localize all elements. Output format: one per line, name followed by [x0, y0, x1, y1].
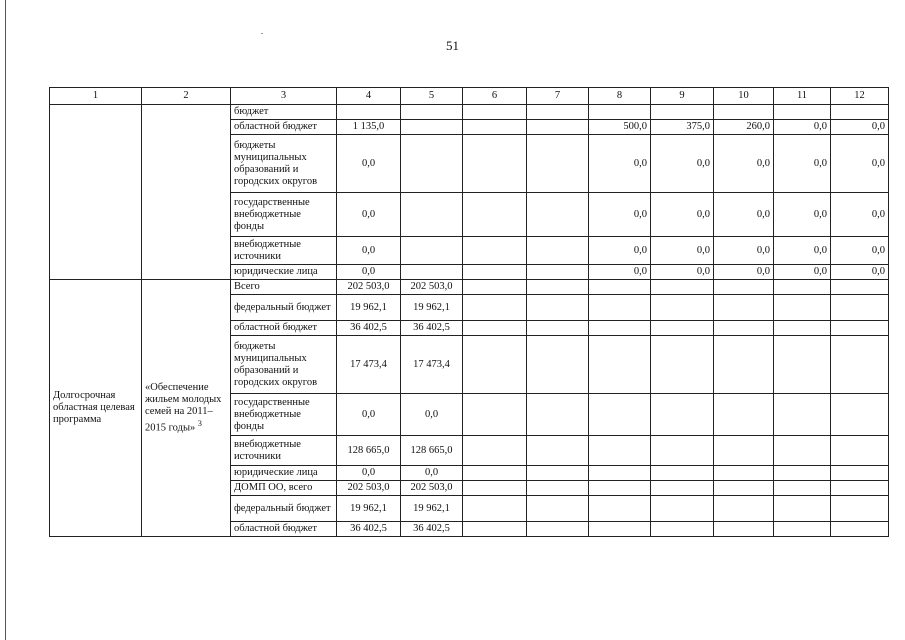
value-cell: [714, 481, 774, 496]
value-cell: [714, 280, 774, 295]
value-cell: [463, 522, 527, 537]
value-cell: [714, 105, 774, 120]
value-cell: [527, 295, 589, 321]
value-cell: [831, 280, 889, 295]
program-name-text: «Обеспечение жильем молодых семей на 2011–2015 годы»: [145, 381, 222, 434]
value-cell: [401, 120, 463, 135]
value-cell: [831, 496, 889, 522]
value-cell: 0,0: [831, 265, 889, 280]
value-cell: 19 962,1: [401, 295, 463, 321]
value-cell: [651, 522, 714, 537]
value-cell: [463, 436, 527, 466]
budget-table: [49, 87, 889, 537]
value-cell: 36 402,5: [337, 321, 401, 336]
value-cell: [831, 105, 889, 120]
value-cell: [463, 394, 527, 436]
column-header: 3: [231, 88, 337, 105]
value-cell: [463, 466, 527, 481]
value-cell: [527, 265, 589, 280]
value-cell: [651, 496, 714, 522]
value-cell: [589, 436, 651, 466]
value-cell: 0,0: [337, 466, 401, 481]
value-cell: [651, 466, 714, 481]
value-cell: [401, 265, 463, 280]
footnote-marker: 3: [197, 418, 202, 428]
value-cell: [401, 193, 463, 237]
column-header: 6: [463, 88, 527, 105]
value-cell: [714, 496, 774, 522]
value-cell: [463, 280, 527, 295]
value-cell: [831, 394, 889, 436]
value-cell: [589, 522, 651, 537]
value-cell: [714, 466, 774, 481]
value-cell: 0,0: [651, 193, 714, 237]
value-cell: [774, 336, 831, 394]
value-cell: 0,0: [337, 135, 401, 193]
value-cell: [714, 321, 774, 336]
value-cell: [774, 394, 831, 436]
value-cell: 202 503,0: [401, 280, 463, 295]
value-cell: [527, 466, 589, 481]
value-cell: [589, 394, 651, 436]
value-cell: [589, 280, 651, 295]
value-cell: [589, 481, 651, 496]
value-cell: 0,0: [714, 193, 774, 237]
value-cell: [714, 394, 774, 436]
value-cell: [401, 237, 463, 265]
funding-source-cell: областной бюджет: [231, 120, 337, 135]
column-header: 2: [142, 88, 231, 105]
value-cell: [337, 105, 401, 120]
value-cell: 0,0: [651, 237, 714, 265]
funding-source-cell: федеральный бюджет: [231, 295, 337, 321]
value-cell: [527, 135, 589, 193]
value-cell: 0,0: [337, 394, 401, 436]
value-cell: [831, 522, 889, 537]
value-cell: [651, 436, 714, 466]
value-cell: [527, 193, 589, 237]
value-cell: 0,0: [651, 265, 714, 280]
funding-source-cell: бюджет: [231, 105, 337, 120]
page-left-edge: [5, 0, 6, 640]
value-cell: 260,0: [714, 120, 774, 135]
column-header: 7: [527, 88, 589, 105]
value-cell: [527, 436, 589, 466]
value-cell: 0,0: [774, 193, 831, 237]
value-cell: [527, 280, 589, 295]
value-cell: [527, 496, 589, 522]
value-cell: 0,0: [589, 193, 651, 237]
value-cell: 0,0: [337, 237, 401, 265]
value-cell: [589, 321, 651, 336]
value-cell: [831, 336, 889, 394]
value-cell: [714, 522, 774, 537]
value-cell: [774, 522, 831, 537]
value-cell: [714, 436, 774, 466]
value-cell: [527, 120, 589, 135]
value-cell: [527, 394, 589, 436]
value-cell: [527, 105, 589, 120]
value-cell: [774, 105, 831, 120]
value-cell: [463, 336, 527, 394]
value-cell: 0,0: [589, 265, 651, 280]
value-cell: 128 665,0: [337, 436, 401, 466]
column-header: 9: [651, 88, 714, 105]
value-cell: 202 503,0: [337, 280, 401, 295]
value-cell: 0,0: [831, 193, 889, 237]
column-header: 10: [714, 88, 774, 105]
funding-source-cell: ДОМП ОО, всего: [231, 481, 337, 496]
value-cell: [527, 237, 589, 265]
funding-source-cell: внебюджетные источники: [231, 237, 337, 265]
value-cell: [831, 321, 889, 336]
scan-speck: [261, 33, 263, 34]
value-cell: [463, 120, 527, 135]
value-cell: [831, 436, 889, 466]
value-cell: 202 503,0: [337, 481, 401, 496]
value-cell: 36 402,5: [401, 522, 463, 537]
value-cell: [463, 105, 527, 120]
value-cell: 0,0: [401, 466, 463, 481]
funding-source-cell: бюджеты муниципальных образований и городских округов: [231, 336, 337, 394]
program-type-cell: Долгосрочная областная целевая программа: [50, 280, 142, 537]
value-cell: 0,0: [714, 237, 774, 265]
funding-source-cell: внебюджетные источники: [231, 436, 337, 466]
value-cell: [651, 321, 714, 336]
value-cell: [651, 105, 714, 120]
funding-source-cell: государственные внебюджетные фонды: [231, 193, 337, 237]
value-cell: 0,0: [774, 237, 831, 265]
value-cell: [527, 321, 589, 336]
funding-source-cell: областной бюджет: [231, 321, 337, 336]
value-cell: [774, 295, 831, 321]
table-row: [50, 280, 889, 295]
value-cell: [651, 394, 714, 436]
value-cell: [651, 481, 714, 496]
value-cell: 0,0: [714, 135, 774, 193]
value-cell: [401, 105, 463, 120]
value-cell: [463, 135, 527, 193]
value-cell: [589, 295, 651, 321]
value-cell: 0,0: [831, 237, 889, 265]
value-cell: [463, 265, 527, 280]
value-cell: [589, 496, 651, 522]
value-cell: 0,0: [774, 120, 831, 135]
value-cell: [651, 336, 714, 394]
value-cell: 0,0: [589, 135, 651, 193]
value-cell: [651, 280, 714, 295]
value-cell: 375,0: [651, 120, 714, 135]
column-header: 1: [50, 88, 142, 105]
funding-source-cell: федеральный бюджет: [231, 496, 337, 522]
funding-source-cell: юридические лица: [231, 466, 337, 481]
value-cell: 0,0: [337, 193, 401, 237]
value-cell: [527, 481, 589, 496]
value-cell: 17 473,4: [337, 336, 401, 394]
value-cell: [589, 466, 651, 481]
value-cell: [774, 280, 831, 295]
value-cell: [463, 193, 527, 237]
value-cell: [589, 105, 651, 120]
value-cell: 19 962,1: [337, 295, 401, 321]
value-cell: 1 135,0: [337, 120, 401, 135]
column-header: 8: [589, 88, 651, 105]
value-cell: 0,0: [831, 120, 889, 135]
value-cell: [589, 336, 651, 394]
column-header: 11: [774, 88, 831, 105]
column-header: 12: [831, 88, 889, 105]
funding-source-cell: Всего: [231, 280, 337, 295]
value-cell: [527, 336, 589, 394]
value-cell: 0,0: [774, 265, 831, 280]
funding-source-cell: государственные внебюджетные фонды: [231, 394, 337, 436]
value-cell: 19 962,1: [401, 496, 463, 522]
table-row: [50, 105, 889, 120]
value-cell: [774, 496, 831, 522]
value-cell: [714, 336, 774, 394]
column-header: 4: [337, 88, 401, 105]
value-cell: 36 402,5: [337, 522, 401, 537]
value-cell: 0,0: [774, 135, 831, 193]
value-cell: [774, 321, 831, 336]
value-cell: [463, 496, 527, 522]
value-cell: 0,0: [714, 265, 774, 280]
value-cell: [401, 135, 463, 193]
funding-source-cell: юридические лица: [231, 265, 337, 280]
funding-source-cell: областной бюджет: [231, 522, 337, 537]
funding-source-cell: бюджеты муниципальных образований и городских округов: [231, 135, 337, 193]
program-name-cell: [142, 105, 231, 280]
value-cell: [527, 522, 589, 537]
value-cell: 0,0: [831, 135, 889, 193]
value-cell: 0,0: [337, 265, 401, 280]
value-cell: [463, 237, 527, 265]
value-cell: 0,0: [651, 135, 714, 193]
value-cell: 0,0: [589, 237, 651, 265]
value-cell: 202 503,0: [401, 481, 463, 496]
value-cell: [714, 295, 774, 321]
value-cell: [463, 481, 527, 496]
page-number: 51: [446, 38, 459, 53]
value-cell: [651, 295, 714, 321]
program-type-cell: [50, 105, 142, 280]
value-cell: [774, 466, 831, 481]
value-cell: [831, 295, 889, 321]
value-cell: [831, 481, 889, 496]
value-cell: [463, 321, 527, 336]
value-cell: 36 402,5: [401, 321, 463, 336]
value-cell: [463, 295, 527, 321]
value-cell: 19 962,1: [337, 496, 401, 522]
value-cell: 500,0: [589, 120, 651, 135]
program-name-cell: [142, 280, 231, 537]
value-cell: [831, 466, 889, 481]
header-row: [50, 88, 889, 105]
value-cell: [774, 436, 831, 466]
value-cell: 0,0: [401, 394, 463, 436]
value-cell: 128 665,0: [401, 436, 463, 466]
value-cell: 17 473,4: [401, 336, 463, 394]
value-cell: [774, 481, 831, 496]
column-header: 5: [401, 88, 463, 105]
